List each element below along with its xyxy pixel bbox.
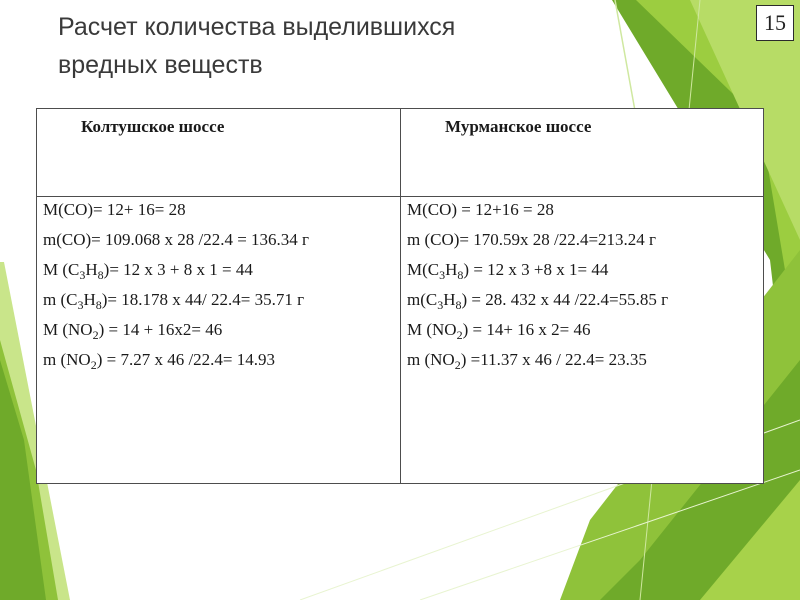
title-line-2: вредных веществ	[58, 51, 263, 79]
slide-title	[58, 8, 658, 84]
formula-line: M $(C_3H_8)= 12$ x 3 + 8 x 1 = 44	[43, 260, 253, 282]
header-murmanskoe: Мурманское шоссе	[401, 109, 764, 197]
formula-line: M $(NO_2) = 14 + 16x2= 46$	[43, 320, 223, 342]
formula-line: m(CO)= 109.068 x 28 /22.4 = 136.34 г	[43, 230, 310, 249]
formula-line: M(CO)= 12+ 16= 28	[43, 200, 186, 219]
formula-line: M(CO) = 12+16 = 28	[407, 200, 554, 219]
formula-line: m $(NO_2) =11.37$ x 46 / 22.4= 23.35	[407, 350, 647, 372]
table-header-row	[37, 109, 764, 197]
formula-line: m $(NO_2) = 7.27$ x 46 /22.4= 14.93	[43, 350, 276, 372]
calculation-table	[36, 108, 764, 484]
header-koltushskoe: Колтушское шоссе	[37, 109, 401, 197]
formula-line: m (CO)= 170.59x 28 /22.4=213.24 г	[407, 230, 657, 249]
table-row	[37, 197, 764, 484]
page-number: 15	[756, 5, 794, 41]
formula-line: $m(C_3H_8) = 28$. 432 x 44 /22.4=55.85 г	[407, 290, 669, 312]
column-koltushskoe	[37, 197, 401, 484]
formula-line: M $(NO_2) = 14+ 16$ x 2= 46	[407, 320, 591, 342]
title-line-1: Расчет количества выделившихся	[58, 13, 456, 41]
formula-line: m $(C_3H_8)= 18.178$ x 44/ 22.4= 35.71 г	[43, 290, 305, 312]
formula-line: $M(C_3H_8) = 12$ x 3 +8 x 1= 44	[407, 260, 609, 282]
column-murmanskoe	[401, 197, 764, 484]
